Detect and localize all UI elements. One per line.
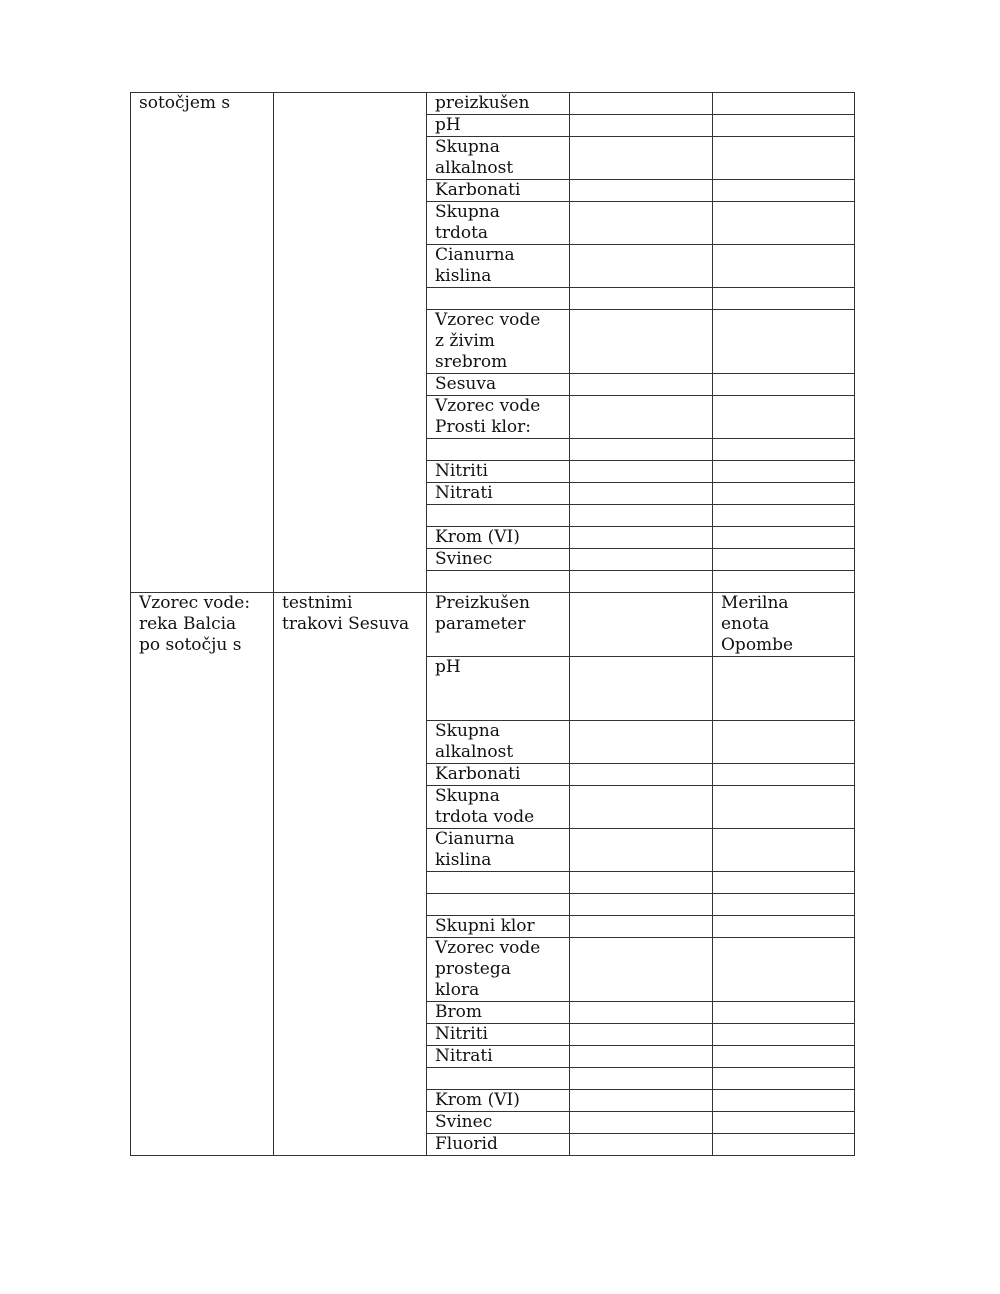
value-cell (570, 571, 713, 593)
note-cell (713, 288, 855, 310)
note-cell: Merilna enota Opombe (713, 593, 855, 657)
value-cell (570, 461, 713, 483)
note-cell (713, 657, 855, 721)
value-cell (570, 288, 713, 310)
parameter-cell: Karbonati (427, 764, 570, 786)
parameter-cell: Nitrati (427, 1046, 570, 1068)
note-cell (713, 1024, 855, 1046)
value-cell (570, 764, 713, 786)
value-cell (570, 245, 713, 288)
note-cell (713, 93, 855, 115)
value-cell (570, 374, 713, 396)
note-cell (713, 396, 855, 439)
note-cell (713, 461, 855, 483)
value-cell (570, 657, 713, 721)
note-cell (713, 1002, 855, 1024)
sample-cell: Vzorec vode: reka Balcia po sotočju s (131, 593, 274, 1156)
parameter-cell: Svinec (427, 1112, 570, 1134)
parameter-cell: Cianurna kislina (427, 245, 570, 288)
value-cell (570, 1112, 713, 1134)
value-cell (570, 829, 713, 872)
note-cell (713, 894, 855, 916)
note-cell (713, 439, 855, 461)
parameter-cell: Krom (VI) (427, 1090, 570, 1112)
parameter-cell (427, 505, 570, 527)
value-cell (570, 202, 713, 245)
parameter-cell: Sesuva (427, 374, 570, 396)
note-cell (713, 180, 855, 202)
parameter-cell: Krom (VI) (427, 527, 570, 549)
note-cell (713, 916, 855, 938)
value-cell (570, 786, 713, 829)
value-cell (570, 115, 713, 137)
note-cell (713, 764, 855, 786)
value-cell (570, 483, 713, 505)
parameter-cell: Skupna trdota vode (427, 786, 570, 829)
parameter-cell (427, 571, 570, 593)
value-cell (570, 93, 713, 115)
note-cell (713, 374, 855, 396)
value-cell (570, 549, 713, 571)
note-cell (713, 872, 855, 894)
table-row (131, 93, 855, 115)
note-cell (713, 1090, 855, 1112)
value-cell (570, 396, 713, 439)
value-cell (570, 180, 713, 202)
parameter-cell (427, 1068, 570, 1090)
value-cell (570, 916, 713, 938)
value-cell (570, 1046, 713, 1068)
note-cell (713, 505, 855, 527)
parameter-cell: Cianurna kislina (427, 829, 570, 872)
note-cell (713, 483, 855, 505)
value-cell (570, 1024, 713, 1046)
parameter-cell (427, 439, 570, 461)
method-cell: testnimi trakovi Sesuva (274, 593, 427, 1156)
value-cell (570, 1068, 713, 1090)
value-cell (570, 938, 713, 1002)
note-cell (713, 310, 855, 374)
value-cell (570, 137, 713, 180)
value-cell (570, 1134, 713, 1156)
value-cell (570, 439, 713, 461)
parameter-cell: pH (427, 657, 570, 721)
parameter-cell: Vzorec vode prostega klora (427, 938, 570, 1002)
parameter-cell: pH (427, 115, 570, 137)
parameter-cell: Fluorid (427, 1134, 570, 1156)
parameter-cell: Skupna trdota (427, 202, 570, 245)
value-cell (570, 1090, 713, 1112)
note-cell (713, 721, 855, 764)
parameter-cell: Svinec (427, 549, 570, 571)
note-cell (713, 1112, 855, 1134)
note-cell (713, 1068, 855, 1090)
note-cell (713, 527, 855, 549)
parameter-cell: Nitriti (427, 1024, 570, 1046)
value-cell (570, 505, 713, 527)
value-cell (570, 527, 713, 549)
parameter-cell: Nitrati (427, 483, 570, 505)
parameter-cell: Karbonati (427, 180, 570, 202)
parameter-cell (427, 872, 570, 894)
parameter-cell: Vzorec vode Prosti klor: (427, 396, 570, 439)
note-cell (713, 938, 855, 1002)
note-cell (713, 137, 855, 180)
note-cell (713, 115, 855, 137)
note-cell (713, 202, 855, 245)
note-cell (713, 1046, 855, 1068)
parameter-cell (427, 894, 570, 916)
table-row (131, 593, 855, 657)
parameter-cell: Skupna alkalnost (427, 137, 570, 180)
value-cell (570, 894, 713, 916)
value-cell (570, 872, 713, 894)
parameter-cell: Skupna alkalnost (427, 721, 570, 764)
parameter-cell: Skupni klor (427, 916, 570, 938)
note-cell (713, 786, 855, 829)
value-cell (570, 1002, 713, 1024)
note-cell (713, 829, 855, 872)
parameter-cell: Vzorec vode z živim srebrom (427, 310, 570, 374)
value-cell (570, 593, 713, 657)
parameter-cell: Nitriti (427, 461, 570, 483)
note-cell (713, 549, 855, 571)
value-cell (570, 721, 713, 764)
value-cell (570, 310, 713, 374)
parameter-cell: preizkušen (427, 93, 570, 115)
note-cell (713, 571, 855, 593)
parameter-cell (427, 288, 570, 310)
sample-cell: sotočjem s (131, 93, 274, 593)
method-cell (274, 93, 427, 593)
water-test-table (130, 92, 855, 1156)
note-cell (713, 1134, 855, 1156)
parameter-cell: Brom (427, 1002, 570, 1024)
note-cell (713, 245, 855, 288)
parameter-cell: Preizkušen parameter (427, 593, 570, 657)
